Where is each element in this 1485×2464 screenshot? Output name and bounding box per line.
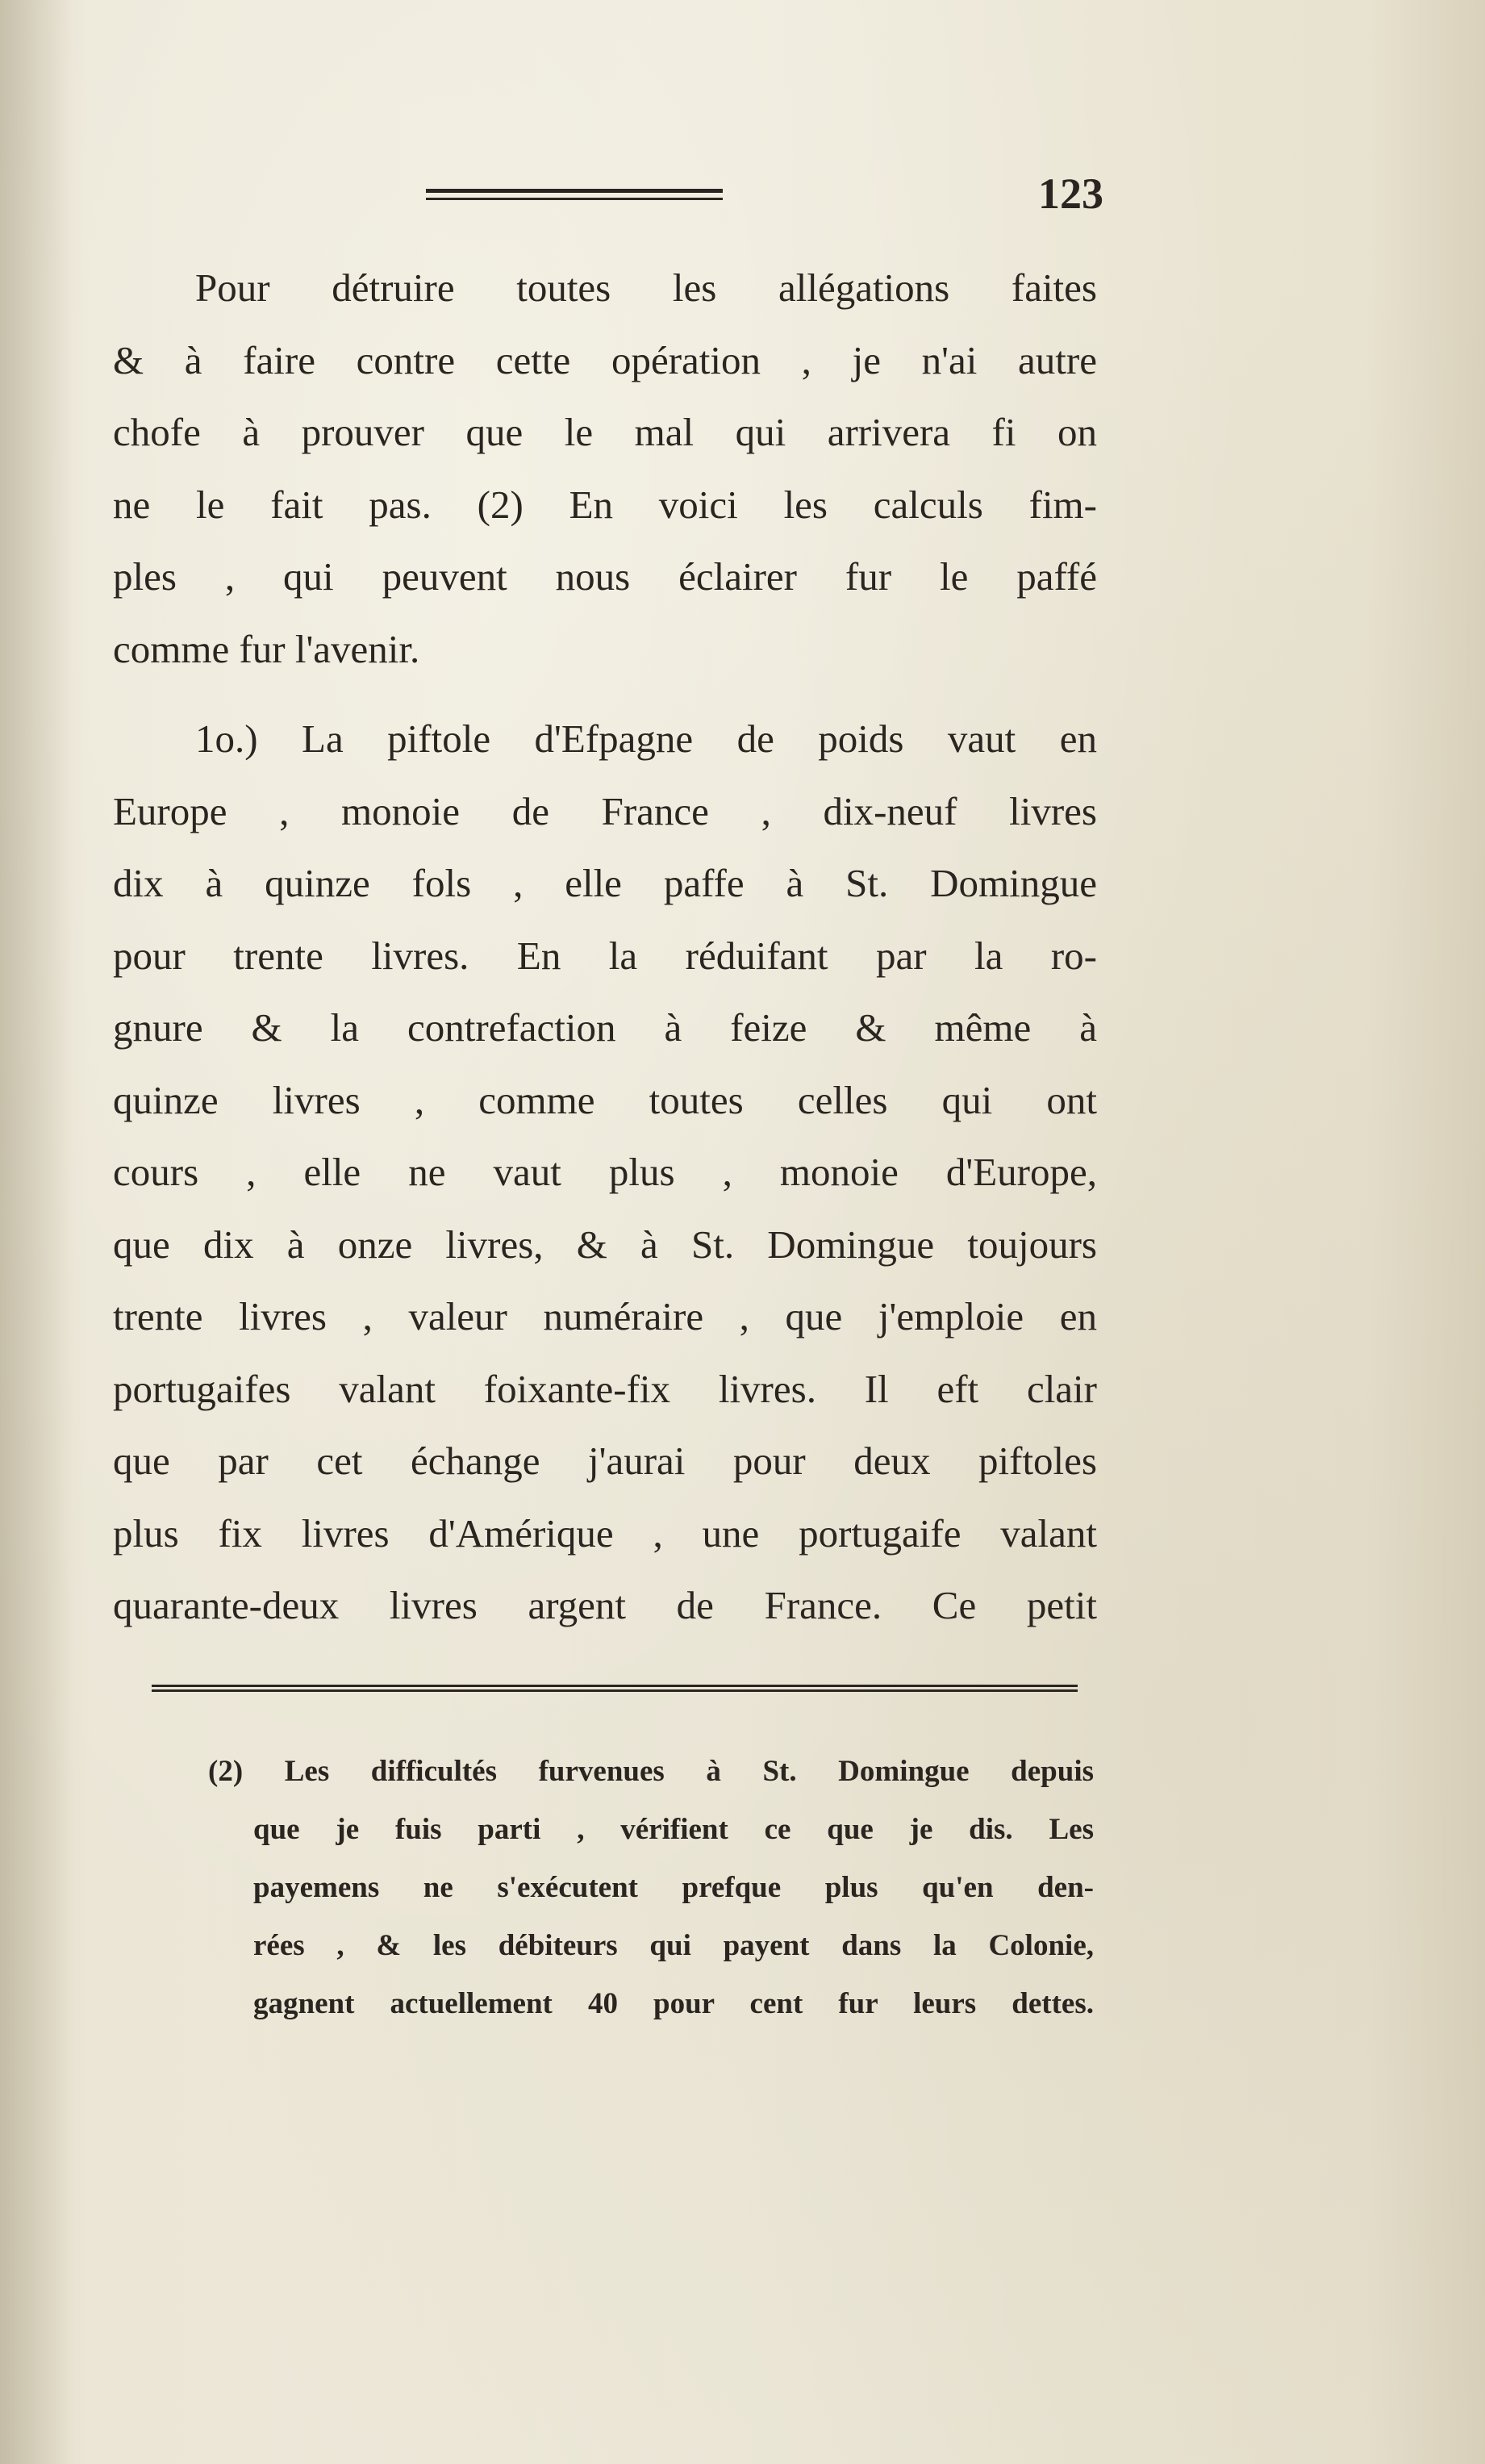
text-line: dix à quinze fols , elle paffe à St. Domingue [113, 861, 1097, 905]
paragraph [113, 703, 1097, 1642]
text-line: ples , qui peuvent nous éclairer fur le paffé [113, 554, 1097, 599]
text-line: pour trente livres. En la réduifant par la ro- [113, 933, 1097, 978]
footnote [208, 1743, 1094, 2033]
header-rule [426, 189, 723, 200]
paragraph [113, 252, 1097, 685]
footnote-line: gagnent actuellement 40 pour cent fur leurs dettes. [253, 1987, 1094, 2020]
text-line: plus fix livres d'Amérique , une portugaife valant [113, 1510, 1097, 1556]
text-line: & à faire contre cette opération , je n'ai autre [113, 337, 1097, 382]
footnote-line: (2) Les difficultés furvenues à St. Domingue depuis [208, 1755, 1094, 1788]
text-line: que dix à onze livres, & à St. Domingue toujours [113, 1222, 1097, 1267]
main-text [113, 252, 1097, 1642]
paragraph-gap [113, 685, 1097, 703]
text-line: ne le fait pas. (2) En voici les calculs fim- [113, 482, 1097, 527]
text-line: Europe , monoie de France , dix-neuf livres [113, 788, 1097, 833]
text-line: cours , elle ne vaut plus , monoie d'Europe, [113, 1150, 1097, 1194]
footnote-line: rées , & les débiteurs qui payent dans la Colonie, [253, 1929, 1094, 1962]
text-line: quarante-deux livres argent de France. Ce petit [113, 1583, 1097, 1627]
text-line: chofe à prouver que le mal qui arrivera fi on [113, 410, 1097, 454]
footnote-line: que je fuis parti , vérifient ce que je dis. Les [253, 1813, 1094, 1846]
page-number: 123 [1038, 169, 1103, 218]
footnote-rule [152, 1685, 1078, 1692]
text-line: Pour détruire toutes les allégations faites [195, 265, 1097, 310]
spine-shadow [0, 0, 73, 2464]
text-line: comme fur l'avenir. [113, 626, 420, 671]
text-line: trente livres , valeur numéraire , que j'emploie en [113, 1294, 1097, 1338]
text-line: portugaifes valant foixante-fix livres. Il eft clair [113, 1366, 1097, 1411]
text-line: quinze livres , comme toutes celles qui ont [113, 1077, 1097, 1122]
text-line: gnure & la contrefaction à feize & même à [113, 1005, 1097, 1050]
text-line: 1o.) La piftole d'Efpagne de poids vaut en [195, 716, 1097, 761]
footnote-line: payemens ne s'exécutent prefque plus qu'en den- [253, 1871, 1094, 1904]
text-line: que par cet échange j'aurai pour deux piftoles [113, 1439, 1097, 1483]
